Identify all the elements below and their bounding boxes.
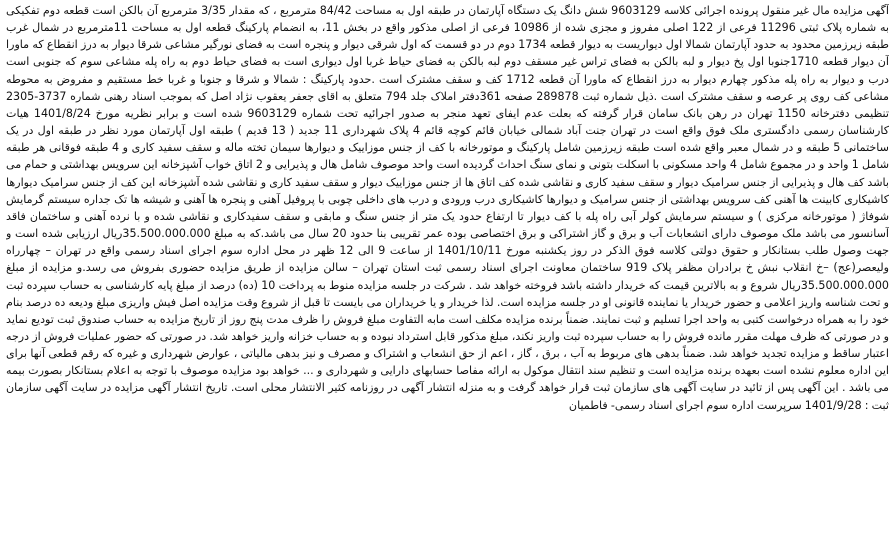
- auction-notice-document: [6, 2, 889, 529]
- auction-notice-text: آگهی مزایده مال غیر منقول پرونده اجرائی کلاسه 9603129 شش دانگ یک دستگاه آپارتمان در طبقه اول به مساحت 84/42 مترمربع ، که مقدار 3/35 مترمربع آن بالکن است قطعه دوم تفکیکی به شماره پلاک ثبتی 11296 فرعی از 122 اصلی مفروز و مجزی شده از 10986 فرعی از اصلی مذکور واقع در بخش 11، به انضمام پارکینگ قطعه اول به مساحت 11مترمربع در شمال غرب طبقه زیرزمین محدود به حدود آپارتمان شمالا اول دیواریست به دیوار قطعه 1734 دوم در دو قسمت که اول شرقی دیوار و پنجره است به فضای نورگیر مشاعی شرقا دیوار به درز انقطاع که ماورا آن دیوار قطعه 1710جنوبا اول پخ دیوار و لبه بالکن به فضای تراس غیر مسقف دوم لبه بالکن به فضای حیاط غربا اول دیواری است به فضای حیاط دوم به راه پله مشاعی سوم که جنوبی است درب و دیوار به راه پله مذکور چهارم دیوار به درز انقطاع که ماورا آن قطعه 1712 کف و سقف مشترک است .حدود پارکینگ : شمالا و شرقا و جنوبا و غربا خط مستقیم و مفروض به محوطه مشاعی کف روی پر عرصه و سقف مشترک است .ذیل شماره ثبت 289878 صفحه 361دفتر املاک جلد 794 متعلق به اقای جعفر یعقوب نژاد اصل که بموجب اسناد رهنی شماره 3737-2305 تنظیمی دفترخانه 1150 تهران در رهن بانک سامان قرار گرفته که بعلت عدم ایفای تعهد منجر به صدور اجرائیه تحت شماره 9603129 شده است و برابر نظریه مورخ 1401/8/24 هیات کارشناسان رسمی دادگستری ملک فوق واقع است در تهران جنت آباد شمالی خیابان قائم کوچه قائم 4 پلاک شهرداری 11 جدید ( 13 قدیم ) طبقه اول آپارتمان مورد نظر در طبقه اول در یک ساختمانی 5 طبقه و در شمال معبر واقع شده است طبقه زیرزمین شامل پارکینگ و موتورخانه با کف از جنس موزاییک و دیوارها سیمان تخته ماله و سقف سفید کاری و 4 طبقه فوقانی هر طبقه شامل 1 واحد و در مجموع شامل 4 واحد مسکونی با اسکلت بتونی و نمای سنگ احداث گردیده است واحد موصوف شامل هال و پذیرایی و 2 اتاق خواب آشپزخانه این سرویس بهداشتی و حمام می باشد کف هال و پذیرایی از جنس سرامیک دیوار و سقف سفید کاری و نقاشی شده کف اتاق ها از جنس موزاییک دیوار و سقف سفید کاری و نقاشی شده آشپزخانه این کف از جنس سرامیک دیوارها کاشیکاری کابینت ها آهنی کف سرویس بهداشتی از جنس سرامیک و دیوارها کاشیکاری درب ورودی و درب های داخلی چوبی با پروفیل آهنی و پنجره ها آهنی و شیشه ها تک جداره سیستم گرمایش شوفاژ ( موتورخانه مرکزی ) و سیستم سرمایش کولر آبی راه پله با کف دیوار تا ارتفاع حدود یک متر از جنس سنگ و مابقی و سقف سفیدکاری و نقاشی شده و با نرده آهنی و ساختمان فاقد آسانسور می باشد ملک موصوف دارای انشعابات آب و برق و گاز اشتراکی و برق اختصاصی بوده عمر تقریبی بنا حدود 20 سال می باشد.که به مبلغ 35.500.000.000ریال ارزیابی شده است و جهت وصول طلب بستانکار و حقوق دولتی کلاسه فوق الذکر در روز یکشنبه مورخ 1401/10/11 از ساعت 9 الی 12 ظهر در محل اداره سوم اجرای اسناد رسمی واقع در تهران – چهارراه ولیعصر(عج) –خ انقلاب نبش خ برادران مظفر پلاک 919 ساختمان معاونت اجرای اسناد رسمی ثبت استان تهران – سالن مزایده از طریق مزایده حضوری بفروش می رسد.و مزایده از مبلغ 35.500.000.000ریال شروع و به بالاترین قیمت که خریدار داشته باشد فروخته خواهد شد . شرکت در جلسه مزایده منوط به پرداخت 10 (ده) درصد از مبلغ پایه کارشناسی به حساب سپرده ثبت و تحت شناسه واریز اعلامی و حضور خریدار یا نماینده قانونی او در جلسه مزایده است. لذا خریدار و یا خریداران می بایست تا قبل از شروع وقت مزایده اصل فیش واریزی مبلغ ودیعه ده درصد بنام خود را به همراه درخواست کتبی به واحد اجرا تسلیم و ثبت نمایند. ضمناً برنده مزایده مکلف است مابه التفاوت مبلغ فروش را ظرف مدت پنج روز از تاریخ مزایده به حساب صندوق ثبت تودیع نماید و در صورتی که ظرف مهلت مقرر مانده فروش را به حساب سپرده ثبت واریز نکند، مبلغ مذکور قابل استرداد نبوده و به حساب خزانه واریز خواهد شد. در صورتی که حضور عملیات فروش از درجه اعتبار ساقط و مزایده تجدید خواهد شد. ضمناً بدهی های مربوط به آب ، برق ، گاز ، اعم از حق انشعاب و اشتراک و مصرف و نیز بدهی مالیاتی ، عوارض شهرداری و غیره که رقم قطعی آنها برای این اداره معلوم نشده است بعهده برنده مزایده است و تنظیم سند انتقال موکول به ارائه مفاصا حسابهای دارایی و شهرداری و ... خواهد بود مزایده موصوف با توجه به اعلام بستانکار بصورت بیمه می باشد . این آگهی پس از تائید در سایت آگهی های سازمان ثبت قرار خواهد گرفت و به منزله انتشار آگهی در روزنامه کثیر الانتشار محلی است. تاریخ انتشار آگهی مزایده در سایت آگهی سازمان ثبت : 1401/9/28 سرپرست اداره سوم اجرای اسناد رسمی- فاطمیان: [6, 4, 889, 412]
